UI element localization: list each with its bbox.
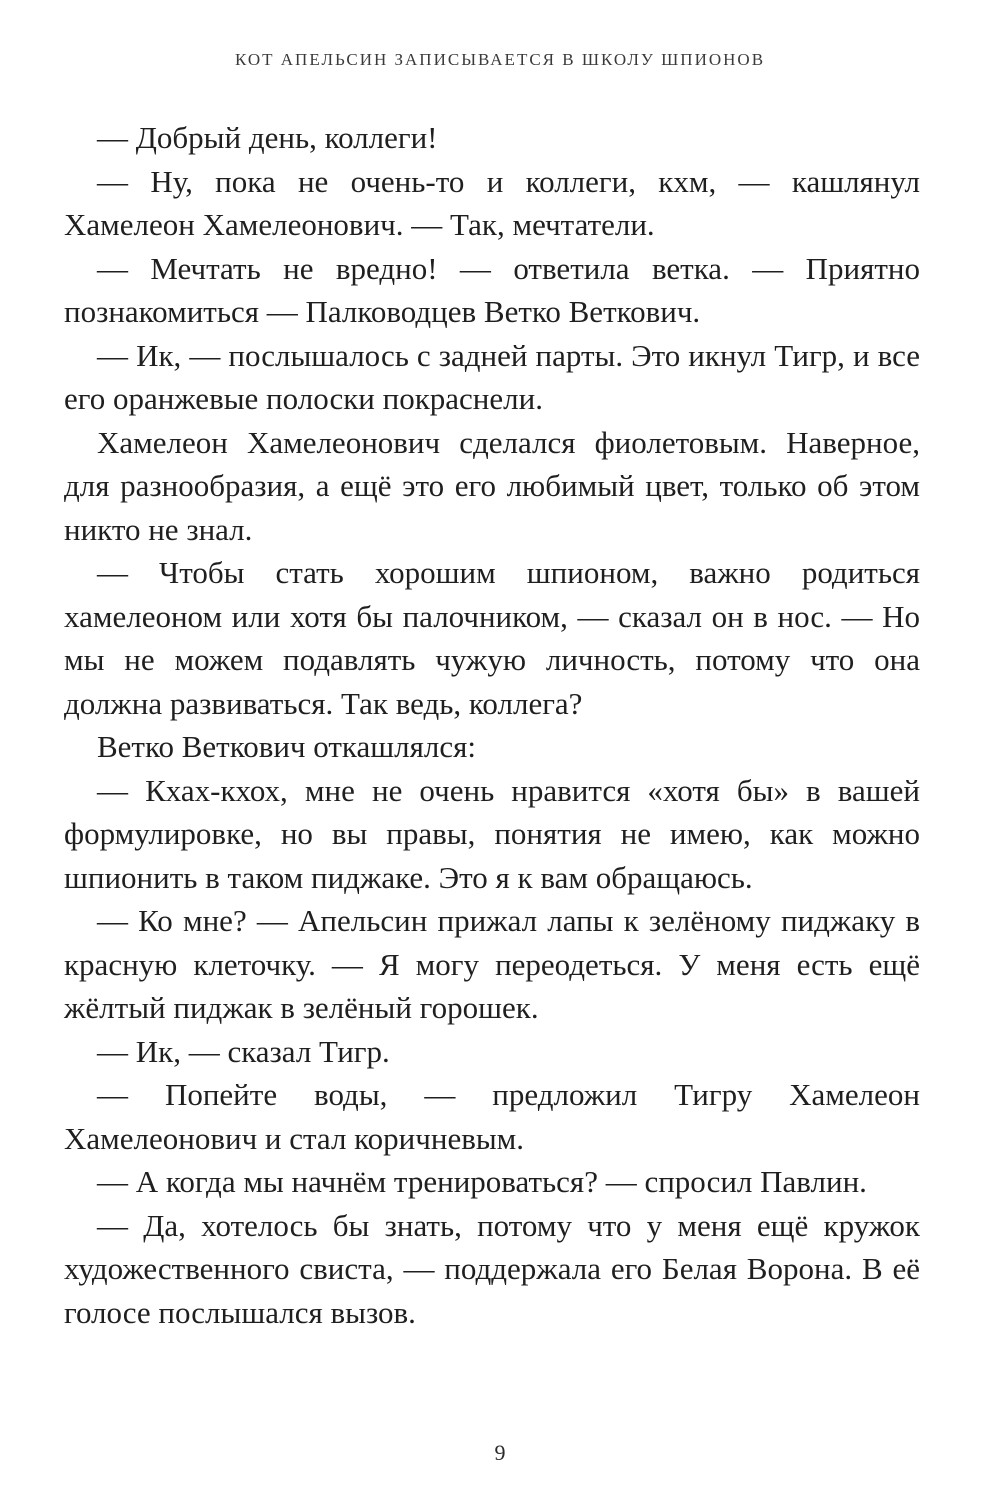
paragraph: — Чтобы стать хорошим шпионом, важно родиться хамелеоном или хотя бы палочником, — сказал он в нос. — Но мы не можем подавлять чужую личность, потому что она должна развиваться. Так ведь, коллега? bbox=[64, 555, 920, 721]
page-number: 9 bbox=[494, 1440, 506, 1465]
running-head: КОТ АПЕЛЬСИН ЗАПИСЫВАЕТСЯ В ШКОЛУ ШПИОНОВ bbox=[234, 50, 766, 69]
paragraph: — Добрый день, коллеги! bbox=[97, 120, 438, 155]
paragraph: — Ик, — сказал Тигр. bbox=[97, 1033, 390, 1069]
paragraph: — Мечтать не вредно! — ответила ветка. — Приятно познакомиться — Палководцев Ветко Веткович. bbox=[64, 250, 920, 329]
paragraph: — Да, хотелось бы знать, потому что у меня ещё кружок художественного свиста, — поддержала его Белая Ворона. В её голосе послышался вызов. bbox=[64, 1207, 920, 1330]
body-text bbox=[64, 116, 920, 1334]
paragraph: — Ну, пока не очень-то и коллеги, кхм, — кашлянул Хамелеон Хамелеонович. — Так, мечтатели. bbox=[64, 163, 920, 242]
paragraph: — Ик, — послышалось с задней парты. Это икнул Тигр, и все его оранжевые полоски покраснели. bbox=[64, 337, 920, 416]
paragraph: — А когда мы начнём тренироваться? — спросил Павлин. bbox=[97, 1164, 867, 1199]
paragraph: — Попейте воды, — предложил Тигру Хамелеон Хамелеонович и стал коричневым. bbox=[64, 1077, 920, 1156]
paragraph: Ветко Веткович откашлялся: bbox=[97, 729, 476, 764]
paragraph: — Кхах-кхох, мне не очень нравится «хотя бы» в вашей формулировке, но вы правы, понятия не имею, как можно шпионить в таком пиджаке. Это я к вам обращаюсь. bbox=[64, 772, 920, 895]
paragraph: — Ко мне? — Апельсин прижал лапы к зелёному пиджаку в красную клеточку. — Я могу переодеться. У меня есть ещё жёлтый пиджак в зелёный горошек. bbox=[64, 903, 920, 1025]
paragraph: Хамелеон Хамелеонович сделался фиолетовым. Наверное, для разнообразия, а ещё это его любимый цвет, только об этом никто не знал. bbox=[64, 424, 920, 547]
